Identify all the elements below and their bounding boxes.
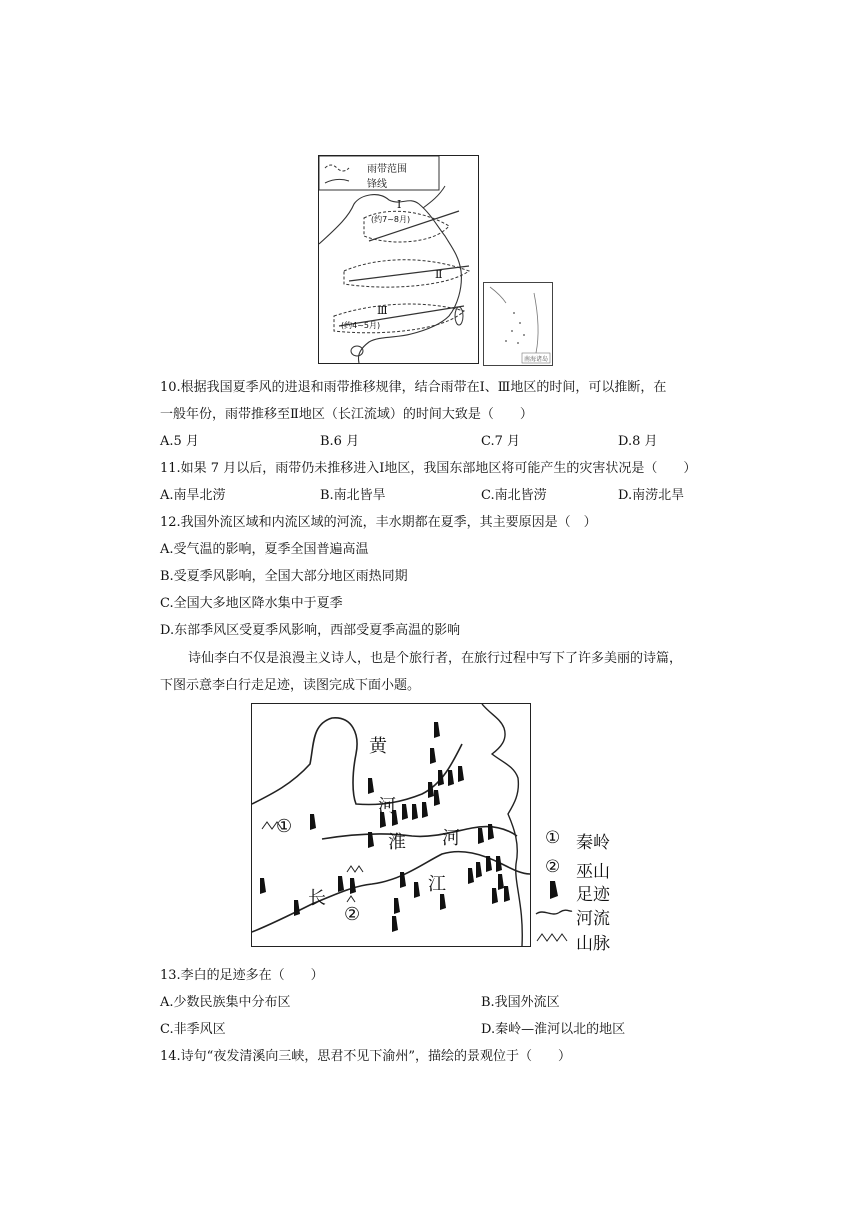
q10-stem-line2: 一般年份，雨带推移至Ⅱ地区（长江流域）的时间大致是（ ） <box>160 407 533 422</box>
region-1-label: Ⅰ <box>397 198 402 211</box>
q14-stem: 14.诗句“夜发清溪向三峡，思君不见下渝州”，描绘的景观位于（ ） <box>160 1049 571 1064</box>
passage-line1: 诗仙李白不仅是浪漫主义诗人，也是个旅行者，在旅行过程中写下了许多美丽的诗篇， <box>188 651 683 666</box>
q12-option-a[interactable]: A.受气温的影响，夏季全国普遍高温 <box>160 542 369 557</box>
q11-option-a[interactable]: A.南旱北涝 <box>160 488 226 503</box>
q12-stem: 12.我国外流区域和内流区域的河流，丰水期都在夏季，其主要原因是（ ） <box>160 515 597 530</box>
li-bai-footprint-map <box>251 703 531 947</box>
legend-item1-num: ① <box>545 828 561 848</box>
south-china-sea-inset <box>483 282 553 366</box>
legend-item1-text: 秦岭 <box>576 833 610 853</box>
q13-option-c[interactable]: C.非季风区 <box>160 1022 226 1037</box>
mark-1: ① <box>276 816 293 837</box>
region-3-label: Ⅲ <box>377 304 388 317</box>
legend-mountain-text: 山脉 <box>576 934 610 954</box>
legend-front-label: 锋线 <box>367 179 387 190</box>
label-he: 河 <box>378 796 396 817</box>
rain-band-map <box>318 155 479 364</box>
label-he2: 河 <box>442 828 460 849</box>
mark-2: ② <box>344 904 361 925</box>
q13-option-a[interactable]: A.少数民族集中分布区 <box>160 995 291 1010</box>
mountain-icon <box>535 930 575 944</box>
inset-label: 南海诸岛 <box>524 356 549 363</box>
li-bai-map-graphic <box>252 704 530 946</box>
q12-option-c[interactable]: C.全国大多地区降水集中于夏季 <box>160 596 343 611</box>
legend-footprint-text: 足迹 <box>576 885 610 905</box>
q11-option-b[interactable]: B.南北皆旱 <box>320 488 386 503</box>
legend-river-text: 河流 <box>576 909 610 929</box>
q12-option-b[interactable]: B.受夏季风影响，全国大部分地区雨热同期 <box>160 569 408 584</box>
rain-band-map-graphic <box>319 156 478 363</box>
q13-option-b[interactable]: B.我国外流区 <box>481 995 560 1010</box>
river-icon <box>534 906 574 920</box>
passage-line2: 下图示意李白行走足迹，读图完成下面小题。 <box>160 678 421 693</box>
q11-stem: 11.如果 7 月以后，雨带仍未推移进入Ⅰ地区，我国东部地区将可能产生的灾害状况是（ ） <box>160 461 697 476</box>
region-2-label: Ⅱ <box>435 268 443 281</box>
q10-option-d[interactable]: D.8 月 <box>618 434 658 449</box>
q12-option-d[interactable]: D.东部季风区受夏季风影响，西部受夏季高温的影响 <box>160 623 461 638</box>
footprint-icon <box>547 880 561 900</box>
legend-item2-text: 巫山 <box>576 862 610 882</box>
label-huang: 黄 <box>369 736 387 757</box>
q10-stem-line1: 10.根据我国夏季风的进退和雨带推移规律，结合雨带在Ⅰ、Ⅲ地区的时间，可以推断，在 <box>160 380 667 395</box>
region-3-time-label: (约4~5月) <box>341 321 381 330</box>
q10-option-a[interactable]: A.5 月 <box>160 434 199 449</box>
legend-item2-num: ② <box>545 857 561 877</box>
q11-option-d[interactable]: D.南涝北旱 <box>618 488 685 503</box>
q10-option-b[interactable]: B.6 月 <box>320 434 360 449</box>
region-1-time-label: (约7~8月) <box>371 215 411 224</box>
inset-graphic <box>484 283 552 365</box>
q10-option-c[interactable]: C.7 月 <box>481 434 521 449</box>
q11-option-c[interactable]: C.南北皆涝 <box>481 488 547 503</box>
label-chang: 长 <box>308 888 326 909</box>
legend-rain-band-label: 雨带范围 <box>367 164 407 175</box>
label-huai: 淮 <box>388 832 406 853</box>
q13-stem: 13.李白的足迹多在（ ） <box>160 968 324 983</box>
q13-option-d[interactable]: D.秦岭—淮河以北的地区 <box>481 1022 626 1037</box>
label-jiang: 江 <box>428 874 446 895</box>
